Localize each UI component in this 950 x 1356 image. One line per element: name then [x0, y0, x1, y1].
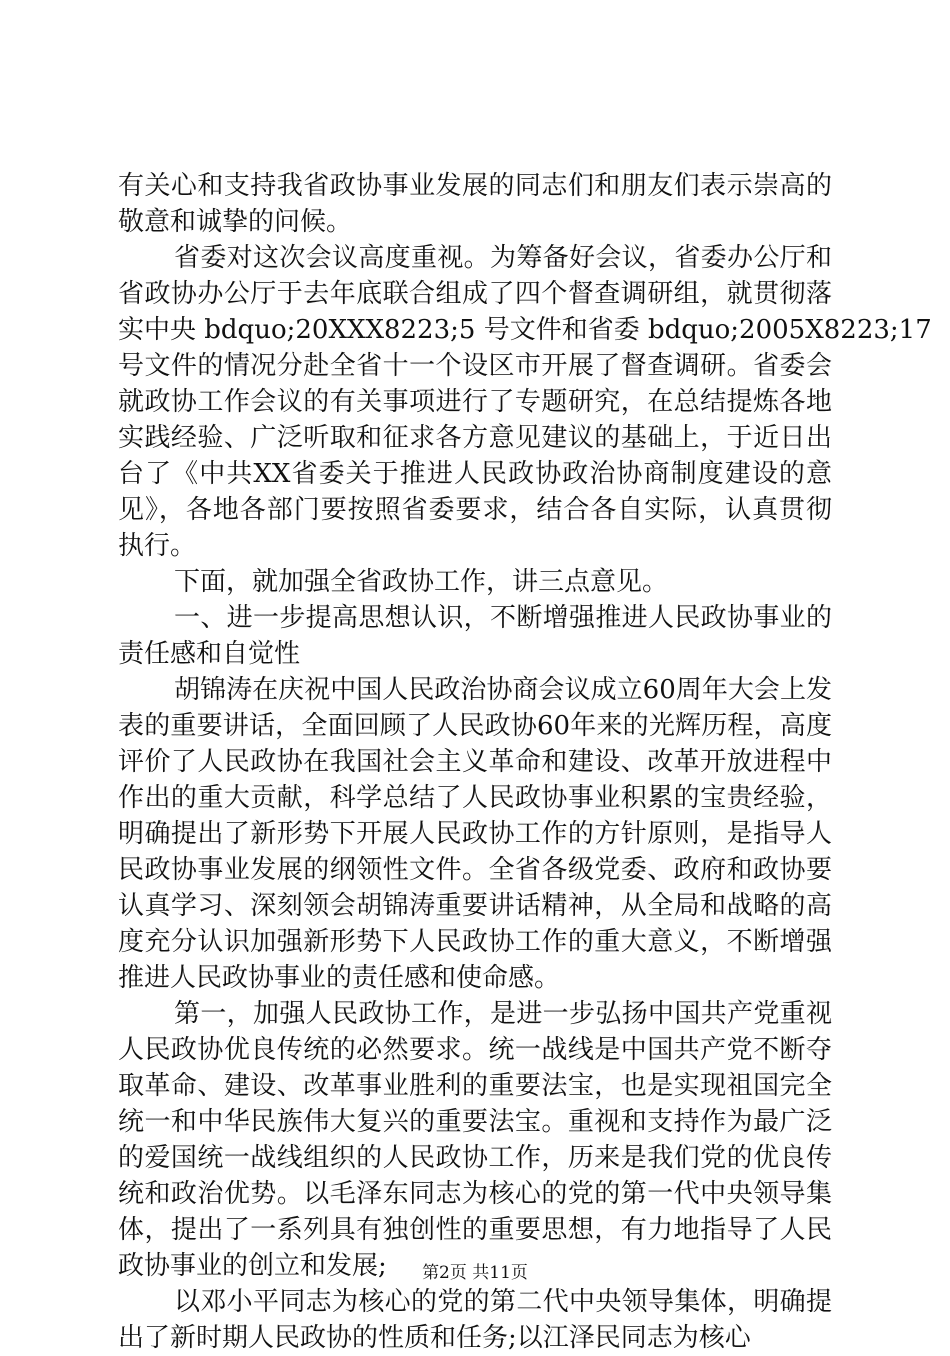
- text-line: 见》，各地各部门要按照省委要求，结合各自实际，认真贯彻: [118, 495, 832, 525]
- text-line: 敬意和诚挚的问候。: [118, 207, 353, 237]
- text-line: 明确提出了新形势下开展人民政协工作的方针原则，是指导人: [118, 819, 832, 849]
- text-line: 号文件的情况分赴全省十一个设区市开展了督查调研。省委会: [118, 351, 832, 381]
- text-line: 下面，就加强全省政协工作，讲三点意见。: [174, 567, 669, 597]
- text-line: 评价了人民政协在我国社会主义革命和建设、改革开放进程中: [118, 747, 832, 777]
- text-line: 人民政协优良传统的必然要求。统一战线是中国共产党不断夺: [118, 1035, 832, 1065]
- text-line: 以邓小平同志为核心的党的第二代中央领导集体，明确提: [174, 1287, 832, 1317]
- text-line: 执行。: [118, 531, 197, 561]
- text-line: 出了新时期人民政协的性质和任务;以江泽民同志为核心: [118, 1323, 751, 1353]
- text-line: 胡锦涛在庆祝中国人民政治协商会议成立60周年大会上发: [174, 675, 832, 705]
- text-line: 度充分认识加强新形势下人民政协工作的重大意义，不断增强: [118, 927, 832, 957]
- text-line: 一、进一步提高思想认识，不断增强推进人民政协事业的: [174, 603, 832, 633]
- text-line: 实中央 bdquo;20XXX8223;5 号文件和省委 bdquo;2005X8223;17: [118, 315, 932, 345]
- text-line: 体，提出了一系列具有独创性的重要思想，有力地指导了人民: [118, 1215, 832, 1245]
- text-line: 统一和中华民族伟大复兴的重要法宝。重视和支持作为最广泛: [118, 1107, 832, 1137]
- text-line: 就政协工作会议的有关事项进行了专题研究，在总结提炼各地: [118, 387, 832, 417]
- text-line: 表的重要讲话，全面回顾了人民政协60年来的光辉历程，高度: [118, 711, 832, 741]
- text-line: 认真学习、深刻领会胡锦涛重要讲话精神，从全局和战略的高: [118, 891, 832, 921]
- text-line: 推进人民政协事业的责任感和使命感。: [118, 963, 561, 993]
- text-line: 民政协事业发展的纲领性文件。全省各级党委、政府和政协要: [118, 855, 832, 885]
- text-line: 统和政治优势。以毛泽东同志为核心的党的第一代中央领导集: [118, 1179, 832, 1209]
- text-line: 责任感和自觉性: [118, 639, 301, 669]
- text-line: 取革命、建设、改革事业胜利的重要法宝，也是实现祖国完全: [118, 1071, 832, 1101]
- text-line: 政协事业的创立和发展;: [118, 1251, 387, 1281]
- text-line: 省政协办公厅于去年底联合组成了四个督查调研组，就贯彻落: [118, 279, 832, 309]
- text-line: 台了《中共XX省委关于推进人民政协政治协商制度建设的意: [118, 459, 832, 489]
- document-body: [118, 168, 932, 1356]
- text-line: 实践经验、广泛听取和征求各方意见建议的基础上，于近日出: [118, 423, 832, 453]
- text-line: 有关心和支持我省政协事业发展的同志们和朋友们表示崇高的: [118, 171, 832, 201]
- text-line: 的爱国统一战线组织的人民政协工作，历来是我们党的优良传: [118, 1143, 832, 1173]
- text-line: 第一，加强人民政协工作，是进一步弘扬中国共产党重视: [174, 999, 832, 1029]
- text-line: 作出的重大贡献，科学总结了人民政协事业积累的宝贵经验，: [118, 783, 832, 813]
- text-line: 省委对这次会议高度重视。为筹备好会议，省委办公厅和: [174, 243, 832, 273]
- page-footer: 第2页 共11页: [422, 1263, 528, 1283]
